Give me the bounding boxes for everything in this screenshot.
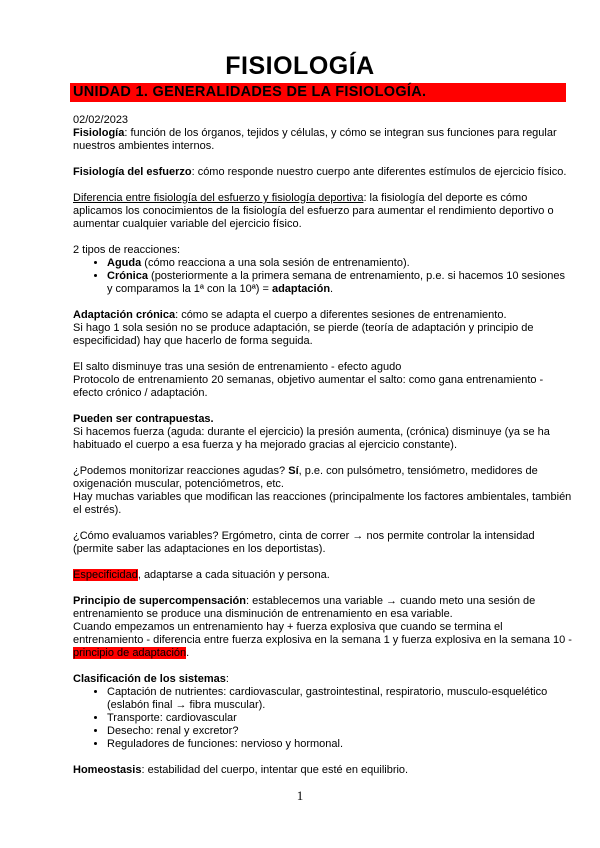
paragraph-diferencia bbox=[73, 192, 573, 231]
def-esfuerzo: : cómo responde nuestro cuerpo ante diferentes estímulos de ejercicio físico. bbox=[191, 166, 567, 178]
sistemas-colon: : bbox=[225, 673, 229, 685]
super-end: . bbox=[186, 647, 190, 659]
sistemas-heading bbox=[73, 673, 573, 686]
page-number: 1 bbox=[296, 788, 304, 803]
reacciones-list bbox=[73, 257, 573, 296]
salto-line2: Protocolo de entrenamiento 20 semanas, objetivo aumentar el salto: como gana entrenamiento - efecto crónico / adaptación. bbox=[73, 374, 544, 399]
document-title: FISIOLOGÍA bbox=[225, 52, 375, 80]
paragraph-evaluamos: ¿Cómo evaluamos variables? Ergómetro, cinta de correr → nos permite controlar la intensidad (permite saber las adaptaciones en los deportistas). bbox=[73, 530, 535, 555]
reacciones-intro: 2 tipos de reacciones: bbox=[73, 244, 181, 256]
salto-line1: El salto disminuye tras una sesión de entrenamiento - efecto agudo bbox=[73, 361, 402, 373]
list-item-cronica bbox=[107, 270, 573, 296]
variables-text: Hay muchas variables que modifican las reacciones (principalmente los factores ambientales, también el estrés). bbox=[73, 491, 572, 516]
list-item: • Transporte: cardiovascular bbox=[107, 712, 573, 725]
term-aguda: Aguda bbox=[107, 257, 142, 269]
term-homeostasis: Homeostasis bbox=[73, 764, 142, 776]
def-fisiologia: : función de los órganos, tejidos y células, y cómo se integran sus funciones para regular nuestros ambientes internos. bbox=[73, 127, 557, 152]
paragraph-contrapuestas bbox=[73, 413, 573, 452]
paragraph-especificidad bbox=[73, 569, 573, 582]
term-principio-adaptacion: principio de adaptación bbox=[73, 647, 187, 659]
term-esfuerzo: Fisiología del esfuerzo bbox=[73, 166, 192, 178]
def-supercompensacion: : establecemos una variable → cuando meto una sesión de entrenamiento se produce una disminución de entrenamiento en esa variable. bbox=[73, 595, 536, 620]
sistemas-list bbox=[73, 686, 573, 751]
def-adaptacion: : cómo se adapta el cuerpo a diferentes sesiones de entrenamiento. bbox=[175, 309, 507, 321]
monitorizar-question: ¿Podemos monitorizar reacciones agudas? bbox=[73, 465, 289, 477]
list-item: • Captación de nutrientes: cardiovascular, gastrointestinal, respiratorio, musculo-esquelético (eslabón final → fibra muscular). bbox=[107, 686, 573, 712]
monitorizar-rest: , p.e. con pulsómetro, tensiómetro, medidores de oxigenación muscular, potenciómetros, etc. bbox=[73, 465, 538, 490]
adaptacion-line2: Si hago 1 sola sesión no se produce adaptación, se pierde (teoría de adaptación y principio de especificidad) hay que hacerlo de forma seguida. bbox=[73, 322, 534, 347]
paragraph-salto bbox=[73, 361, 573, 400]
term-adaptacion: Adaptación crónica bbox=[73, 309, 176, 321]
text-cronica-end: . bbox=[330, 283, 334, 295]
date: 02/02/2023 bbox=[73, 114, 129, 126]
text-aguda: (cómo reacciona a una sola sesión de entrenamiento). bbox=[141, 257, 410, 269]
text-contrapuestas: Si hacemos fuerza (aguda: durante el ejercicio) la presión aumenta, (crónica) disminuye (ya se ha habituado el cuerpo a esa fuerza y ha mejorado gracias al ejercicio constante). bbox=[73, 426, 550, 451]
term-fisiologia: Fisiología bbox=[73, 127, 125, 139]
paragraph-esfuerzo bbox=[73, 166, 573, 179]
term-adaptacion-inline: adaptación bbox=[271, 283, 331, 295]
document-body bbox=[73, 114, 573, 790]
def-homeostasis: : estabilidad del cuerpo, intentar que esté en equilibrio. bbox=[141, 764, 409, 776]
paragraph-supercompensacion bbox=[73, 595, 573, 660]
term-cronica: Crónica bbox=[107, 270, 148, 282]
paragraph-fisiologia bbox=[73, 127, 573, 153]
super-line2: Cuando empezamos un entrenamiento hay + fuerza explosiva que cuando se termina el entrenamiento - diferencia entre fuerza explosiva en la semana 1 y fuerza explosiva en la semana 10 - bbox=[73, 621, 572, 646]
def-diferencia: : la fisiología del deporte es cómo aplicamos los conocimientos de la fisiología del esfuerzo para aumentar el rendimiento deportivo o aumentar cualquier variable del ejercicio físico. bbox=[73, 192, 554, 230]
heading-contrapuestas: Pueden ser contrapuestas. bbox=[73, 413, 214, 425]
paragraph-homeostasis bbox=[73, 764, 573, 777]
sistemas-head-text: Clasificación de los sistemas bbox=[73, 673, 226, 685]
monitorizar-si: Sí bbox=[288, 465, 299, 477]
paragraph-monitorizar bbox=[73, 465, 573, 517]
list-item-aguda bbox=[107, 257, 573, 270]
text-cronica: (posteriormente a la primera semana de entrenamiento, p.e. si hacemos 10 sesiones y comparamos la 1ª con la 10ª) = bbox=[107, 270, 565, 295]
term-especificidad: Especificidad bbox=[73, 569, 138, 581]
paragraph-adaptacion bbox=[73, 309, 573, 348]
list-item: • Desecho: renal y excretor? bbox=[107, 725, 573, 738]
term-supercompensacion: Principio de supercompensación bbox=[73, 595, 246, 607]
term-diferencia: Diferencia entre fisiología del esfuerzo y fisiología deportiva bbox=[73, 192, 364, 204]
list-item: • Reguladores de funciones: nervioso y hormonal. bbox=[107, 738, 573, 751]
unit-heading: UNIDAD 1. GENERALIDADES DE LA FISIOLOGÍA. bbox=[70, 83, 566, 102]
def-especificidad: , adaptarse a cada situación y persona. bbox=[137, 569, 330, 581]
